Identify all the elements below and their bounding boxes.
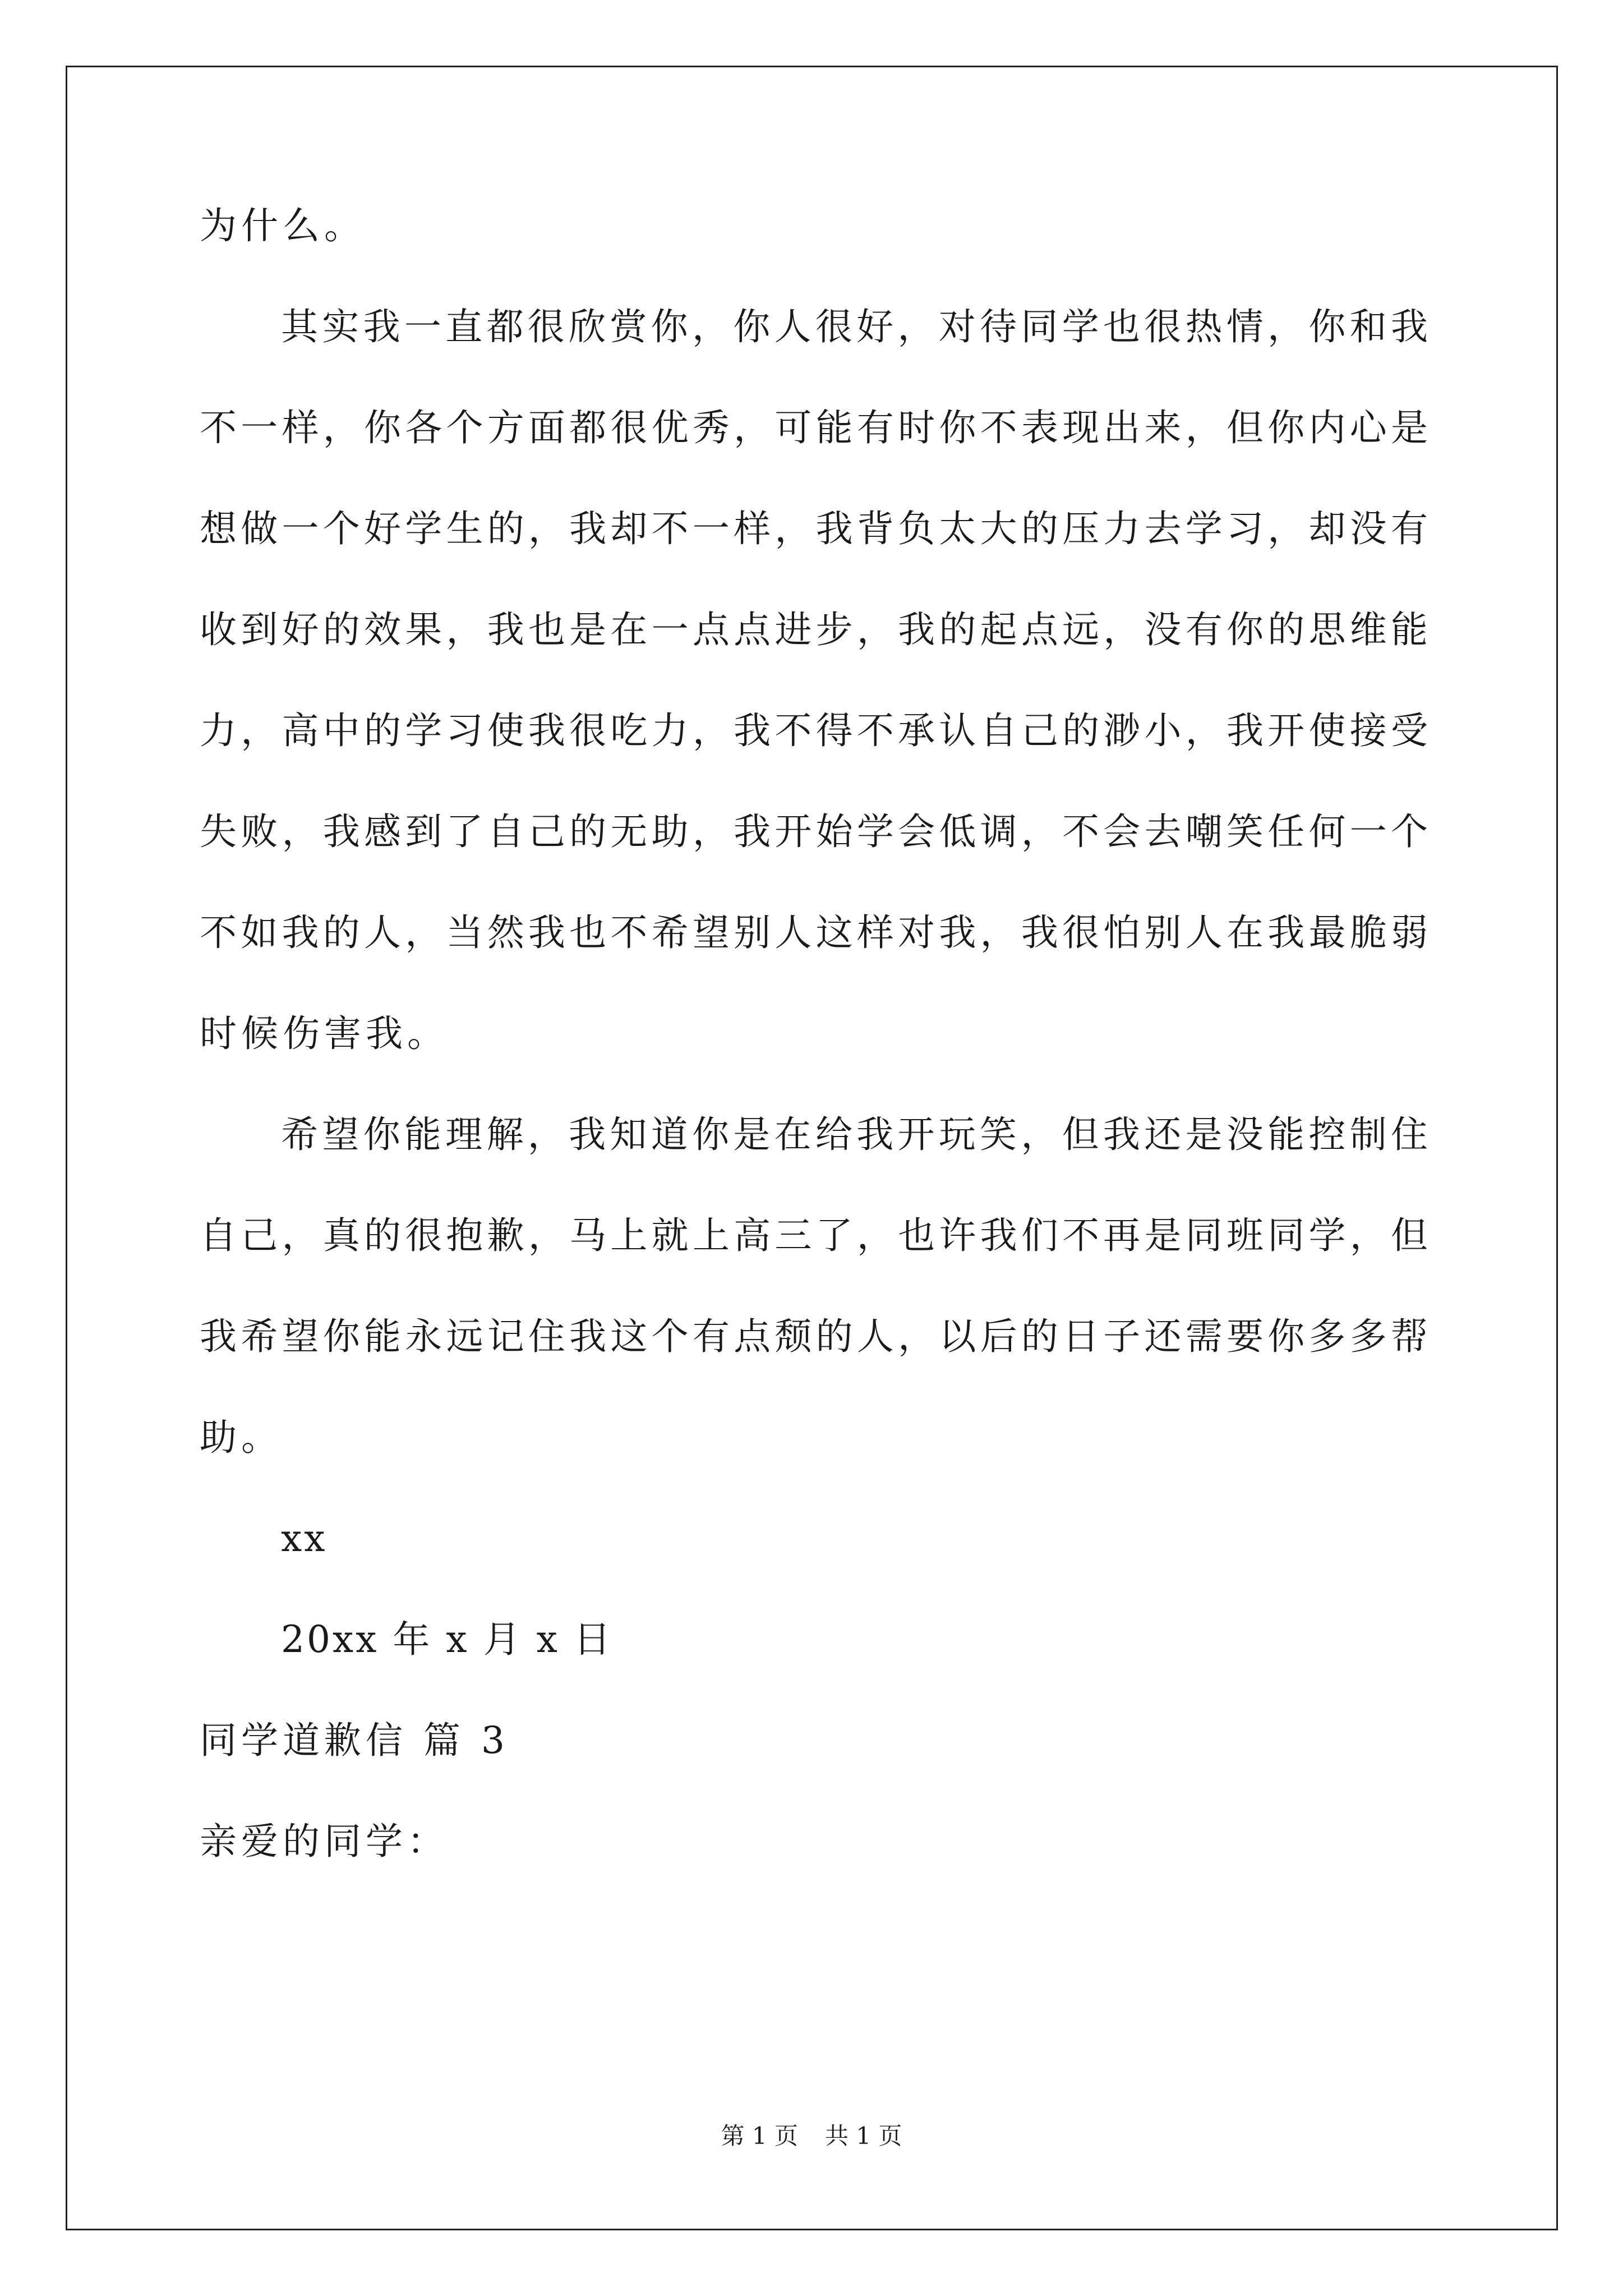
text-line: 不一样，你各个方面都很优秀，可能有时你不表现出来，但你内心是 [200,406,1428,449]
text-line: 想做一个好学生的，我却不一样，我背负太大的压力去学习，却没有 [200,507,1428,550]
text-line: 不如我的人，当然我也不希望别人这样对我，我很怕别人在我最脆弱 [200,911,1428,954]
text-line: 力，高中的学习使我很吃力，我不得不承认自己的渺小，我开使接受 [200,709,1428,752]
page-footer [0,2124,1623,2148]
page-total: 共 1 页 [825,2122,902,2150]
text-line: 失败，我感到了自己的无助，我开始学会低调，不会去嘲笑任何一个 [200,810,1428,853]
page-number: 第 1 页 [721,2122,798,2150]
text-line: 自己，真的很抱歉，马上就上高三了，也许我们不再是同班同学，但 [200,1214,1428,1257]
text-line: 为什么。 [200,204,366,247]
section-title: 同学道歉信 篇 3 [200,1719,509,1762]
text-line: 时候伤害我。 [200,1012,449,1055]
salutation: 亲爱的同学： [200,1820,449,1863]
text-line: 助。 [200,1416,283,1459]
date-line: 20xx 年 x 月 x 日 [281,1618,613,1661]
signature: xx [281,1517,328,1560]
document-body [200,204,1428,1924]
text-line: 收到好的效果，我也是在一点点进步，我的起点远，没有你的思维能 [200,608,1428,651]
text-line: 我希望你能永远记住我这个有点颓的人，以后的日子还需要你多多帮 [200,1315,1428,1358]
paragraph-start-line: 希望你能理解，我知道你是在给我开玩笑，但我还是没能控制住 [281,1113,1428,1156]
paragraph-start-line: 其实我一直都很欣赏你，你人很好，对待同学也很热情，你和我 [281,305,1428,348]
